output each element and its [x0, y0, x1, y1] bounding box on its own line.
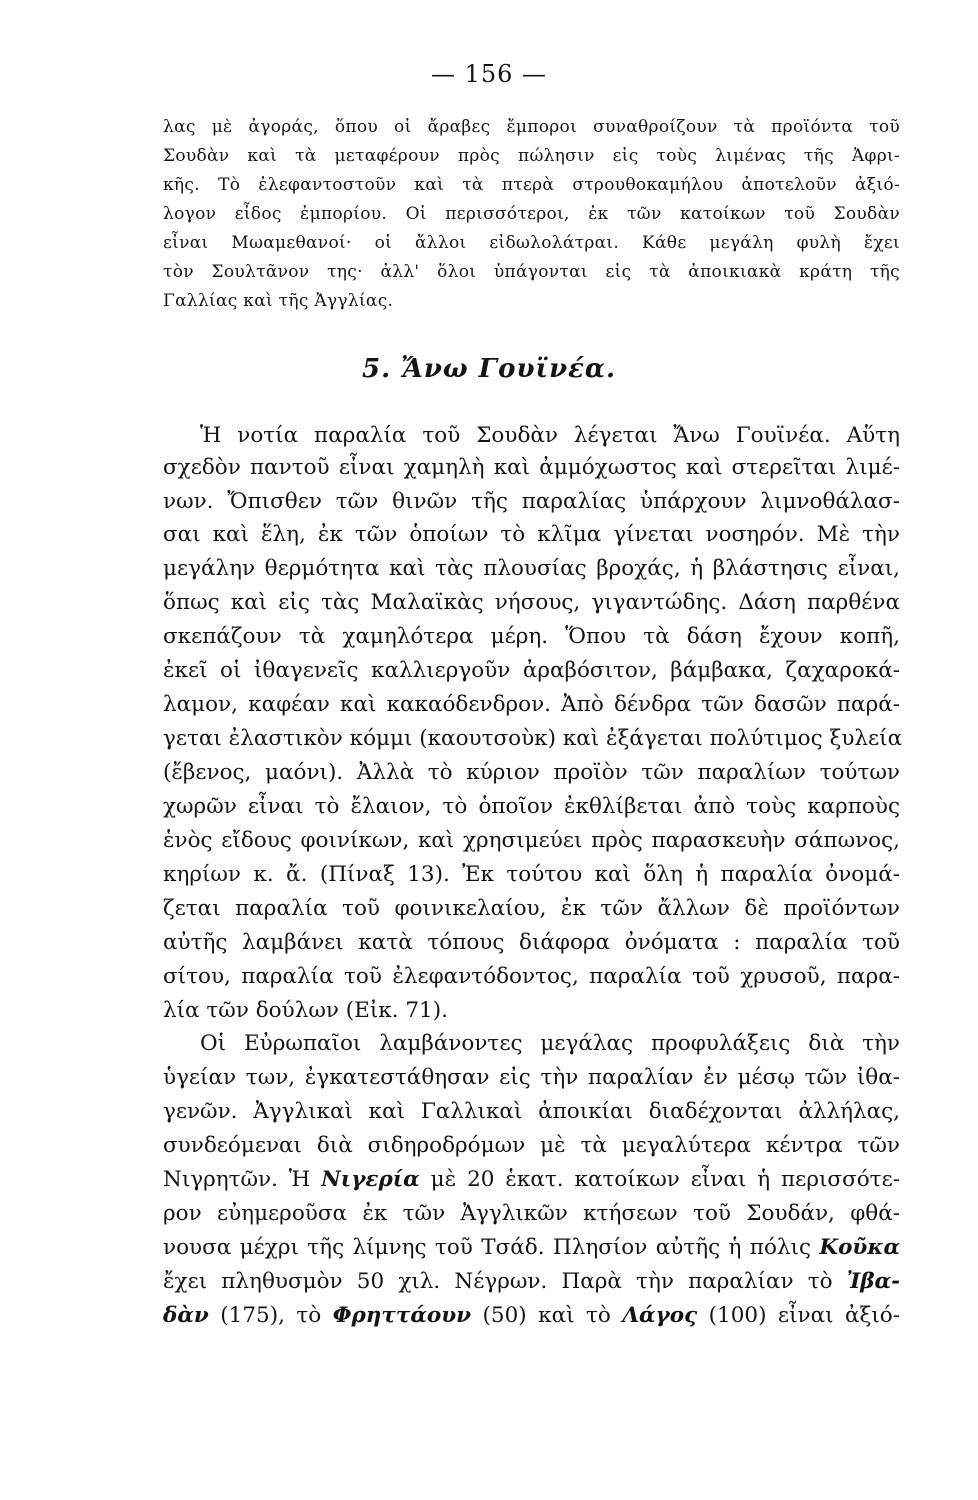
- place-name-lagos: Λάγος: [622, 1303, 698, 1328]
- paragraph-2-line-10: γεται ἐλαστικὸν κόμμι (καουτσοὺκ) καὶ ἐξάγεται πολύτιμος ξυλεία: [163, 726, 903, 751]
- paragraph-3-line-1: Οἱ Εὐρωπαῖοι λαμβάνοντες μεγάλας προφυλάξεις διὰ τὴν: [200, 1031, 900, 1056]
- text-run: (50) καὶ τὸ: [471, 1303, 623, 1328]
- paragraph-2-line-14: κηρίων κ. ἄ. (Πίναξ 13). Ἐκ τούτου καὶ ὅλη ἡ παραλία ὀνομά-: [163, 862, 900, 887]
- paragraph-3-line-8: [163, 1269, 900, 1294]
- place-name-ibadan-end: δὰν: [163, 1303, 209, 1328]
- paragraph-2-line-5: μεγάλην θερμότητα καὶ τὰς πλουσίας βροχάς, ἡ βλάστησις εἶναι,: [163, 556, 900, 581]
- paragraph-2-line-8: ἐκεῖ οἱ ἰθαγενεῖς καλλιεργοῦν ἀραβόσιτον, βάμβακα, ζαχαροκά-: [163, 658, 900, 683]
- section-heading: 5. Ἄνω Γουϊνέα.: [362, 354, 616, 384]
- place-name-ibadan-start: Ἰβα-: [846, 1269, 900, 1294]
- paragraph-2-line-1: Ἡ νοτία παραλία τοῦ Σουδὰν λέγεται Ἄνω Γουϊνέα. Αὕτη: [200, 423, 900, 448]
- paragraph-2-line-2: σχεδὸν παντοῦ εἶναι χαμηλὴ καὶ ἀμμόχωστος καὶ στερεῖται λιμέ-: [163, 455, 900, 480]
- paragraph-2-line-7: σκεπάζουν τὰ χαμηλότερα μέρη. Ὅπου τὰ δάση ἔχουν κοπῆ,: [163, 624, 900, 649]
- paragraph-1-line-1: λας μὲ ἀγοράς, ὅπου οἱ ἄραβες ἔμποροι συναθροίζουν τὰ προϊόντα τοῦ: [163, 117, 900, 137]
- paragraph-2-line-11: (ἔβενος, μαόνι). Ἀλλὰ τὸ κύριον προϊὸν τῶν παραλίων τούτων: [163, 760, 900, 785]
- paragraph-3-line-5: [163, 1167, 900, 1192]
- paragraph-2-line-9: λαμον, καφέαν καὶ κακαόδενδρον. Ἀπὸ δένδρα τῶν δασῶν παρά-: [163, 692, 900, 717]
- paragraph-1-line-7: Γαλλίας καὶ τῆς Ἀγγλίας.: [163, 291, 394, 311]
- text-run: (100) εἶναι ἀξιό-: [697, 1303, 900, 1328]
- paragraph-1-line-2: Σουδὰν καὶ τὰ μεταφέρουν πρὸς πώλησιν εἰς τοὺς λιμένας τῆς Ἀφρι-: [163, 146, 900, 166]
- paragraph-1-line-6: τὸν Σουλτᾶνον της· ἀλλ' ὅλοι ὑπάγονται εἰς τὰ ἀποικιακὰ κράτη τῆς: [163, 262, 900, 282]
- paragraph-1-line-3: κῆς. Τὸ ἐλεφαντοστοῦν καὶ τὰ πτερὰ στρουθοκαμήλου ἀποτελοῦν ἀξιό-: [163, 175, 900, 195]
- paragraph-2-line-6: ὅπως καὶ εἰς τὰς Μαλαϊκὰς νήσους, γιγαντώδης. Δάση παρθένα: [163, 590, 900, 615]
- text-run: Νιγρητῶν. Ἡ: [163, 1167, 322, 1192]
- text-run: ἔχει πληθυσμὸν 50 χιλ. Νέγρων. Παρὰ τὴν παραλίαν τὸ: [163, 1269, 847, 1294]
- paragraph-3-line-6: ρον εὐημεροῦσα ἐκ τῶν Ἀγγλικῶν κτήσεων τοῦ Σουδάν, φθά-: [163, 1201, 900, 1226]
- place-name-freetown: Φρηττάουν: [332, 1303, 472, 1328]
- paragraph-2-line-17: σίτου, παραλία τοῦ ἐλεφαντόδοντος, παραλία τοῦ χρυσοῦ, παρα-: [163, 964, 900, 989]
- paragraph-2-line-3: νων. Ὄπισθεν τῶν θινῶν τῆς παραλίας ὑπάρχουν λιμνοθάλασ-: [163, 489, 900, 514]
- paragraph-2-line-4: σαι καὶ ἕλη, ἐκ τῶν ὁποίων τὸ κλῖμα γίνεται νοσηρόν. Μὲ τὴν: [163, 522, 900, 547]
- text-run: νουσα μέχρι τῆς λίμνης τοῦ Τσάδ. Πλησίον αὐτῆς ἡ πόλις: [163, 1235, 820, 1260]
- paragraph-3-line-4: συνδεόμεναι διὰ σιδηροδρόμων μὲ τὰ μεγαλύτερα κέντρα τῶν: [163, 1133, 900, 1158]
- text-run: (175), τὸ: [208, 1303, 333, 1328]
- paragraph-2-line-15: ζεται παραλία τοῦ φοινικελαίου, ἐκ τῶν ἄλλων δὲ προϊόντων: [163, 896, 900, 921]
- paragraph-1-line-4: λογον εἶδος ἐμπορίου. Οἱ περισσότεροι, ἐκ τῶν κατοίκων τοῦ Σουδὰν: [163, 204, 900, 224]
- page-number: — 156 —: [430, 60, 548, 88]
- paragraph-1-line-5: εἶναι Μωαμεθανοί· οἱ ἄλλοι εἰδωλολάτραι. Κάθε μεγάλη φυλὴ ἔχει: [163, 233, 900, 253]
- paragraph-2-line-12: χωρῶν εἶναι τὸ ἔλαιον, τὸ ὁποῖον ἐκθλίβεται ἀπὸ τοὺς καρποὺς: [163, 794, 900, 819]
- paragraph-3-line-7: [163, 1235, 900, 1260]
- place-name-kouka: Κοῦκα: [819, 1235, 900, 1260]
- paragraph-3-line-2: ὑγείαν των, ἐγκατεστάθησαν εἰς τὴν παραλίαν ἐν μέσῳ τῶν ἰθα-: [163, 1065, 900, 1090]
- paragraph-2-line-16: αὐτῆς λαμβάνει κατὰ τόπους διάφορα ὀνόματα : παραλία τοῦ: [163, 930, 900, 955]
- paragraph-3-line-9: [163, 1303, 900, 1328]
- place-name-nigeria: Νιγερία: [321, 1167, 420, 1192]
- text-run: μὲ 20 ἑκατ. κατοίκων εἶναι ἡ περισσότε-: [419, 1167, 900, 1192]
- paragraph-2-line-18: λία τῶν δούλων (Εἰκ. 71).: [163, 998, 448, 1023]
- paragraph-3-line-3: γενῶν. Ἀγγλικαὶ καὶ Γαλλικαὶ ἀποικίαι διαδέχονται ἀλλήλας,: [163, 1099, 900, 1124]
- paragraph-2-line-13: ἑνὸς εἴδους φοινίκων, καὶ χρησιμεύει πρὸς παρασκευὴν σάπωνος,: [163, 828, 900, 853]
